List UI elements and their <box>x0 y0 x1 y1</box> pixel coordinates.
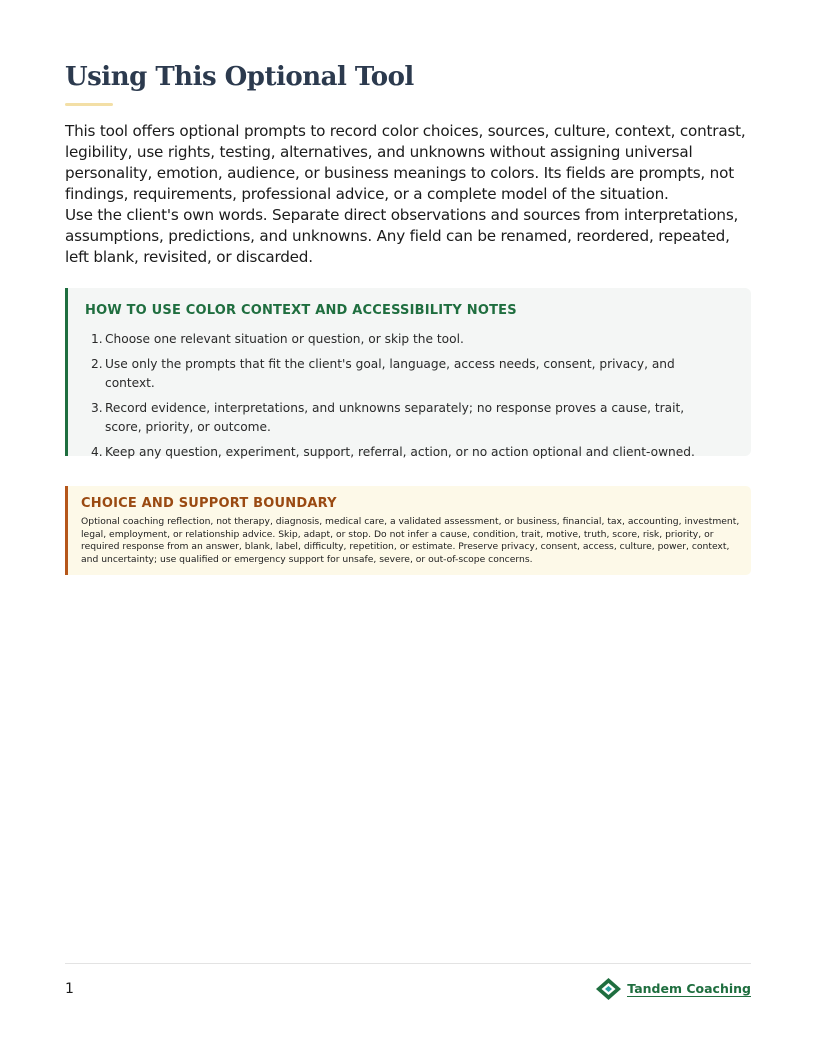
page-number: 1 <box>65 981 74 997</box>
intro-paragraph-2: Use the client's own words. Separate direct observations and sources from interpretations, assumptions, predictions, and unknowns. Any field can be renamed, reordered, repeated, left blank, revisited, or discarded. <box>65 206 739 266</box>
intro-text <box>65 121 751 268</box>
boundary-title: CHOICE AND SUPPORT BOUNDARY <box>81 496 337 511</box>
diamond-logo-icon <box>595 977 622 1001</box>
list-item <box>84 399 714 437</box>
footer-divider <box>65 963 751 964</box>
brand-name: Tandem Coaching <box>627 980 751 996</box>
page-title: Using This Optional Tool <box>65 62 414 92</box>
intro-paragraph-1: This tool offers optional prompts to record color choices, sources, culture, context, contrast, legibility, use rights, testing, alternatives, and unknowns without assigning universal personality, emotion, audience, or business meanings to colors. Its fields are prompts, not findings, requirements, professional advice, or a complete model of the situation. <box>65 122 746 203</box>
how-to-callout <box>65 288 751 459</box>
step-text: Keep any question, experiment, support, referral, action, or no action optional and client-owned. <box>105 445 695 459</box>
step-number: 4. <box>91 445 103 459</box>
step-text: Choose one relevant situation or question, or skip the tool. <box>105 332 464 346</box>
step-text: Record evidence, interpretations, and unknowns separately; no response proves a cause, trait, score, priority, or outcome. <box>105 401 685 434</box>
how-to-steps <box>84 330 714 468</box>
boundary-body: Optional coaching reflection, not therapy, diagnosis, medical care, a validated assessment, or business, financial, tax, accounting, investment, legal, employment, or relationship advice. Skip, adapt, or stop. Do not infer a cause, condition, trait, motive, truth, score, risk, priority, or required response from an answer, blank, label, difficulty, repetition, or estimate. Preserve privacy, consent, access, culture, power, context, and uncertainty; use qualified or emergency support for unsafe, severe, or out-of-scope concerns. <box>81 516 740 565</box>
brand-logo <box>595 977 751 1001</box>
step-number: 2. <box>91 357 103 371</box>
document-page <box>65 0 751 1056</box>
step-text: Use only the prompts that fit the client's goal, language, access needs, consent, privacy, and context. <box>105 357 675 390</box>
list-item <box>84 355 714 393</box>
list-item <box>84 443 714 462</box>
list-item <box>84 330 714 349</box>
how-to-title: HOW TO USE COLOR CONTEXT AND ACCESSIBILITY NOTES <box>85 303 517 318</box>
title-underline <box>65 103 113 106</box>
boundary-callout <box>65 486 751 575</box>
step-number: 1. <box>91 332 103 346</box>
step-number: 3. <box>91 401 103 415</box>
